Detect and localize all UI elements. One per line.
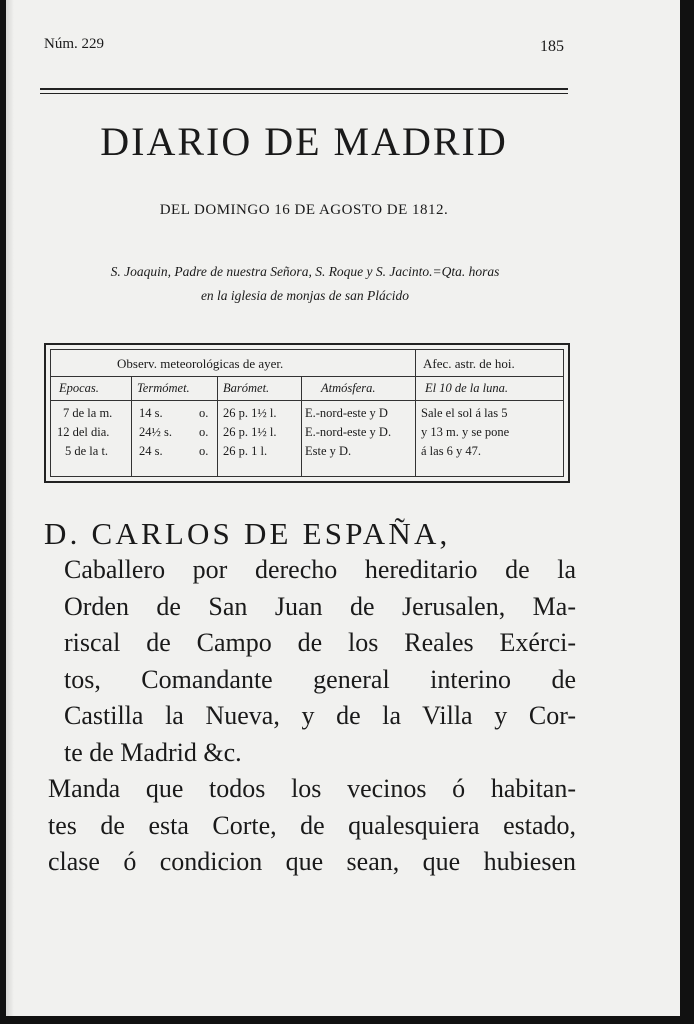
cell-barometro: 26 p. 1½ l. — [223, 425, 277, 439]
weather-table — [44, 343, 570, 483]
header-atmosfera: Atmósfera. — [321, 381, 376, 395]
body-line: Caballero por derecho hereditario de la — [64, 555, 576, 584]
body-line: Manda que todos los vecinos ó habitan- — [48, 774, 576, 803]
body-line: clase ó condicion que sean, que hubiesen — [48, 847, 576, 876]
cell-barometro: 26 p. 1½ l. — [223, 406, 277, 420]
cell-epoca: 12 del dia. — [57, 425, 110, 439]
weather-table-title-row — [51, 350, 563, 377]
masthead-title: DIARIO DE MADRID — [100, 119, 508, 164]
cell-epoca: 7 de la m. — [63, 406, 113, 420]
cell-viento: o. — [199, 425, 209, 439]
table-row — [51, 444, 563, 464]
cell-viento: o. — [199, 444, 209, 458]
cell-termometro: 24 s. — [139, 444, 163, 458]
title-divider — [415, 350, 416, 376]
cell-termometro: 24½ s. — [139, 425, 172, 439]
cell-viento: o. — [199, 406, 209, 420]
saints-line-2: en la iglesia de monjas de san Plácido — [200, 288, 410, 303]
header-termometro: Termómet. — [137, 381, 190, 395]
edict-body — [48, 552, 576, 881]
cell-atmosfera: Este y D. — [305, 444, 352, 458]
body-line: te de Madrid &c. — [64, 737, 242, 767]
weather-table-inner — [50, 349, 564, 477]
header-rule-thick — [40, 88, 568, 90]
weather-table-header-row — [51, 376, 563, 401]
table-row — [51, 425, 563, 445]
header-epocas: Epocas. — [59, 381, 99, 395]
cell-epoca: 5 de la t. — [65, 444, 109, 458]
cell-luna: á las 6 y 47. — [421, 444, 482, 458]
cell-atmosfera: E.-nord-este y D — [305, 406, 388, 420]
page-number: 185 — [540, 38, 564, 55]
cell-barometro: 26 p. 1 l. — [223, 444, 268, 458]
cell-luna: Sale el sol á las 5 — [421, 406, 508, 420]
cell-termometro: 14 s. — [139, 406, 163, 420]
body-line: riscal de Campo de los Reales Exérci- — [64, 628, 576, 657]
astronomy-title: Afec. astr. de hoi. — [423, 356, 515, 371]
saints-of-the-day — [50, 260, 560, 308]
cell-atmosfera: E.-nord-este y D. — [305, 425, 392, 439]
body-line: Orden de San Juan de Jerusalen, Ma- — [64, 591, 576, 621]
header-luna: El 10 de la luna. — [425, 381, 508, 395]
issue-number: Núm. 229 — [44, 36, 104, 52]
edict-heading: D. CARLOS DE ESPAÑA, — [44, 516, 451, 551]
table-row — [51, 406, 563, 426]
date-line: DEL DOMINGO 16 DE AGOSTO DE 1812. — [159, 202, 449, 218]
body-line: tos, Comandante general interino de — [64, 664, 576, 694]
cell-luna: y 13 m. y se pone — [421, 425, 510, 439]
body-line: tes de esta Corte, de qualesquiera estado, — [48, 810, 576, 840]
saints-line-1: S. Joaquin, Padre de nuestra Señora, S. Roque y S. Jacinto.=Qta. horas — [110, 264, 500, 279]
header-rule-thin — [40, 93, 568, 94]
page-spine-shadow — [6, 0, 14, 1016]
header-barometro: Barómet. — [223, 381, 270, 395]
observations-title: Observ. meteorológicas de ayer. — [117, 356, 284, 371]
body-line: Castilla la Nueva, y de la Villa y Cor- — [64, 701, 576, 730]
